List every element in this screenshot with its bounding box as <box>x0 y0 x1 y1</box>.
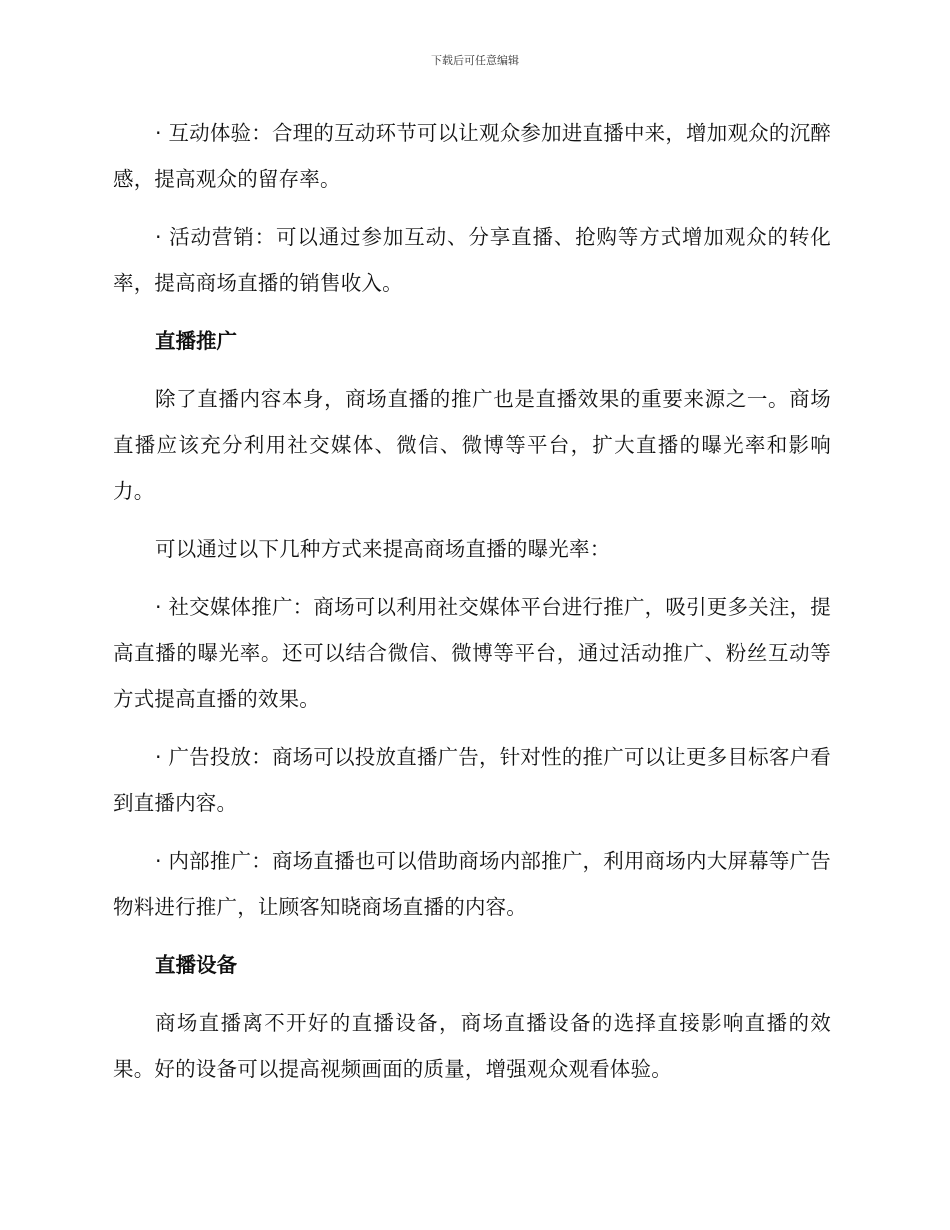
paragraph-internal-promotion: · 内部推广：商场直播也可以借助商场内部推广，利用商场内大屏幕等广告物料进行推广，让顾客知晓商场直播的内容。 <box>113 849 831 919</box>
section-heading-live-promotion: 直播推广 <box>155 329 237 353</box>
paragraph-interactive-experience: · 互动体验：合理的互动环节可以让观众参加进直播中来，增加观众的沉醉感，提高观众的留存率。 <box>113 121 831 191</box>
paragraph-social-media: · 社交媒体推广：商场可以利用社交媒体平台进行推广，吸引更多关注，提高直播的曝光率。还可以结合微信、微博等平台，通过活动推广、粉丝互动等方式提高直播的效果。 <box>113 595 831 711</box>
paragraph-equipment: 商场直播离不开好的直播设备，商场直播设备的选择直接影响直播的效果。好的设备可以提高视频画面的质量，增强观众观看体验。 <box>113 1011 831 1081</box>
document-body <box>113 110 831 1104</box>
paragraph-event-marketing: · 活动营销：可以通过参加互动、分享直播、抢购等方式增加观众的转化率，提高商场直播的销售收入。 <box>113 225 831 295</box>
paragraph-promotion-intro: 除了直播内容本身，商场直播的推广也是直播效果的重要来源之一。商场直播应该充分利用社交媒体、微信、微博等平台，扩大直播的曝光率和影响力。 <box>113 387 831 503</box>
page-header-note: 下载后可任意编辑 <box>431 54 519 67</box>
paragraph-advertising: · 广告投放：商场可以投放直播广告，针对性的推广可以让更多目标客户看到直播内容。 <box>113 745 831 815</box>
paragraph-promotion-methods: 可以通过以下几种方式来提高商场直播的曝光率： <box>155 537 611 561</box>
section-heading-live-equipment: 直播设备 <box>155 953 237 977</box>
